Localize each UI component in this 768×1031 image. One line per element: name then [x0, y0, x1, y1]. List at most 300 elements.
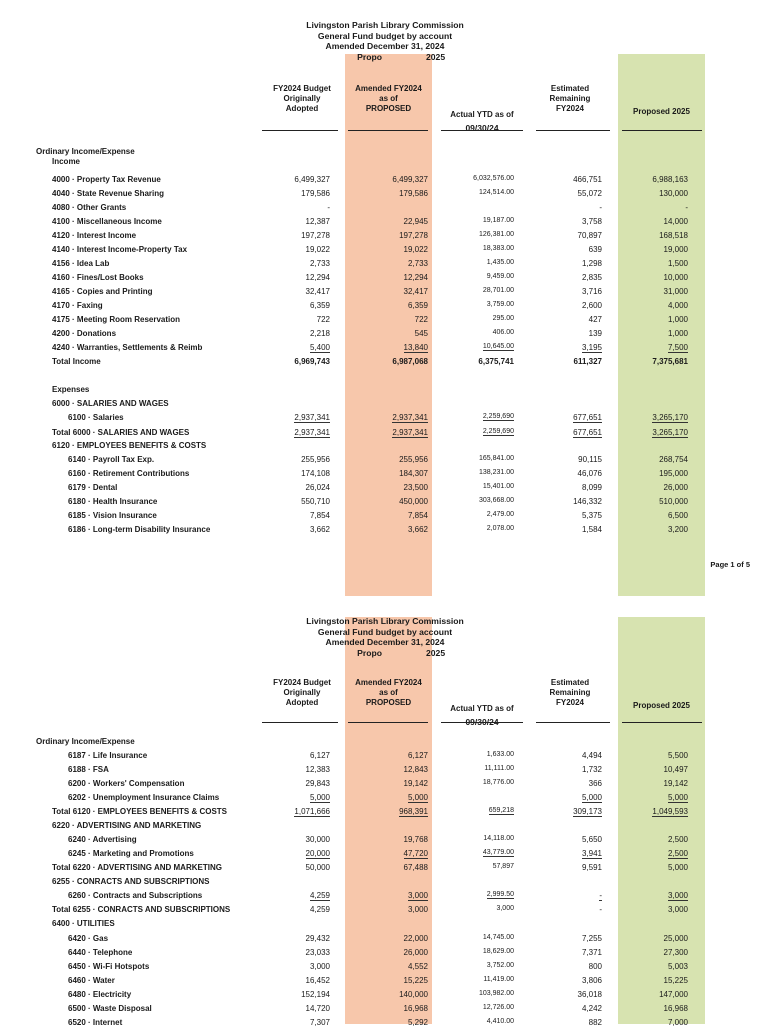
header-line: FY2024 Budget: [273, 678, 331, 687]
value-actual-ytd: 2,259,690: [482, 413, 514, 420]
table-row: [0, 737, 768, 750]
account-label: 6400 · UTILITIES: [52, 919, 115, 928]
value-amended: 179,586: [399, 189, 428, 198]
value-remaining: 639: [588, 245, 602, 254]
table-row: [0, 779, 768, 792]
value-proposed: 195,000: [659, 469, 688, 478]
header-line: as of: [379, 93, 398, 103]
header-line: FY2024 Budget: [273, 84, 331, 93]
value-proposed: 1,000: [667, 315, 688, 324]
header-line: PROPOSED: [365, 697, 412, 707]
header-line: 09/30/24: [465, 122, 499, 133]
value-adopted: 4,259: [309, 891, 330, 900]
table-row: [0, 990, 768, 1003]
value-amended: 968,391: [399, 807, 428, 816]
header-line: Remaining: [549, 687, 591, 697]
header-line: Adopted: [285, 697, 319, 707]
value-proposed: 6,500: [667, 511, 688, 520]
value-proposed: 7,375,681: [652, 357, 688, 366]
value-proposed: 3,200: [667, 525, 688, 534]
value-remaining: 1,298: [581, 259, 602, 268]
value-adopted: 5,000: [309, 793, 330, 802]
account-label: 6255 · CONRACTS AND SUBSCRIPTIONS: [52, 877, 210, 886]
value-amended: 13,840: [403, 343, 428, 352]
table-row: [0, 455, 768, 468]
value-proposed: 7,000: [667, 1018, 688, 1027]
value-remaining: 46,076: [577, 469, 602, 478]
value-adopted: 29,843: [305, 779, 330, 788]
value-remaining: 3,716: [581, 287, 602, 296]
account-label: Total 6120 · EMPLOYEES BENEFITS & COSTS: [52, 807, 227, 816]
value-adopted: 255,956: [301, 455, 330, 464]
value-amended: 2,937,341: [392, 428, 428, 437]
header-rule: [262, 130, 338, 131]
account-label: 6188 · FSA: [68, 765, 109, 774]
header-rule: [622, 722, 702, 723]
value-amended: 16,968: [403, 1004, 428, 1013]
table-row: [0, 849, 768, 862]
account-label: Income: [52, 157, 81, 166]
value-remaining: 146,332: [573, 497, 602, 506]
value-actual-ytd: 15,401.00: [482, 483, 514, 490]
header-line: Originally: [283, 687, 321, 697]
value-proposed: 19,142: [663, 779, 688, 788]
value-remaining: 677,651: [573, 428, 602, 437]
value-adopted: 4,259: [309, 905, 330, 914]
table-row: [0, 428, 768, 441]
value-adopted: 3,000: [309, 962, 330, 971]
header-line: FY2024: [555, 103, 585, 113]
title-proposed-year: 2025: [426, 647, 446, 658]
table-row: [0, 1004, 768, 1017]
value-adopted: 2,937,341: [294, 428, 330, 437]
table-row: [0, 919, 768, 932]
header-line: Actual YTD as of: [450, 704, 514, 713]
value-proposed: 1,500: [667, 259, 688, 268]
value-amended: 184,307: [399, 469, 428, 478]
value-remaining: 882: [588, 1018, 602, 1027]
value-amended: 15,225: [403, 976, 428, 985]
account-label: Total 6255 · CONRACTS AND SUBSCRIPTIONS: [52, 905, 231, 914]
account-label: 6440 · Telephone: [68, 948, 133, 957]
value-actual-ytd: 124,514.00: [478, 189, 514, 196]
value-remaining: 55,072: [577, 189, 602, 198]
value-remaining: 2,835: [581, 273, 602, 282]
value-actual-ytd: 3,000: [496, 905, 514, 912]
value-proposed: 10,497: [663, 765, 688, 774]
value-actual-ytd: 10,645.00: [482, 343, 514, 350]
value-amended: 19,768: [403, 835, 428, 844]
value-actual-ytd: 138,231.00: [478, 469, 514, 476]
account-label: Ordinary Income/Expense: [36, 737, 135, 746]
account-label: 6160 · Retirement Contributions: [68, 469, 190, 478]
account-label: 4240 · Warranties, Settlements & Reimb: [52, 343, 203, 352]
title-line: Amended December 31, 2024: [325, 41, 445, 51]
account-label: 6185 · Vision Insurance: [68, 511, 157, 520]
value-remaining: 8,099: [581, 483, 602, 492]
header-line: 09/30/24: [465, 716, 499, 727]
value-remaining: 4,494: [581, 751, 602, 760]
value-proposed: 5,000: [667, 863, 688, 872]
account-label: 6202 · Unemployment Insurance Claims: [68, 793, 220, 802]
table-row: [0, 483, 768, 496]
table-row: [0, 273, 768, 286]
account-label: 6500 · Waste Disposal: [68, 1004, 152, 1013]
header-line: Proposed 2025: [633, 701, 690, 710]
title-line-proposed: [270, 648, 500, 659]
value-actual-ytd: 303,668.00: [478, 497, 514, 504]
value-remaining: 70,897: [577, 231, 602, 240]
value-proposed: 510,000: [659, 497, 688, 506]
table-row: [0, 793, 768, 806]
value-amended: 2,937,341: [392, 413, 428, 422]
account-label: 6000 · SALARIES AND WAGES: [52, 399, 169, 408]
value-remaining: 1,584: [581, 525, 602, 534]
value-adopted: 23,033: [305, 948, 330, 957]
value-remaining: 800: [588, 962, 602, 971]
value-remaining: 3,941: [581, 849, 602, 858]
value-actual-ytd: 3,759.00: [486, 301, 514, 308]
value-actual-ytd: 2,078.00: [486, 525, 514, 532]
header-actual-ytd: [436, 704, 528, 728]
value-adopted: 6,127: [309, 751, 330, 760]
table-row: [0, 343, 768, 356]
table-row: [0, 329, 768, 342]
value-amended: 7,854: [407, 511, 428, 520]
header-estimated-remaining: [530, 84, 610, 113]
value-proposed: 31,000: [663, 287, 688, 296]
value-adopted: 26,024: [305, 483, 330, 492]
value-proposed: -: [685, 203, 688, 212]
account-label: 6200 · Workers' Compensation: [68, 779, 185, 788]
header-line: Originally: [283, 93, 321, 103]
document-title: [270, 20, 500, 62]
header-rule: [441, 130, 523, 131]
table-row: [0, 751, 768, 764]
account-label: 4170 · Faxing: [52, 301, 103, 310]
value-proposed: 147,000: [659, 990, 688, 999]
value-adopted: 19,022: [305, 245, 330, 254]
header-line: Estimated: [550, 678, 590, 687]
value-remaining: 466,751: [573, 175, 602, 184]
table-row: [0, 863, 768, 876]
table-row: [0, 287, 768, 300]
value-proposed: 5,000: [667, 793, 688, 802]
value-proposed: 268,754: [659, 455, 688, 464]
account-label: 6187 · Life Insurance: [68, 751, 148, 760]
value-adopted: 6,969,743: [294, 357, 330, 366]
header-line: Remaining: [549, 93, 591, 103]
value-proposed: 1,000: [667, 329, 688, 338]
header-line: Estimated: [550, 84, 590, 93]
header-estimated-remaining: [530, 678, 610, 707]
value-actual-ytd: 18,383.00: [482, 245, 514, 252]
value-proposed: 19,000: [663, 245, 688, 254]
value-actual-ytd: 3,752.00: [486, 962, 514, 969]
value-actual-ytd: 1,435.00: [486, 259, 514, 266]
value-actual-ytd: 659,218: [488, 807, 514, 814]
table-row: [0, 259, 768, 272]
value-actual-ytd: 295.00: [492, 315, 514, 322]
value-remaining: 5,375: [581, 511, 602, 520]
value-actual-ytd: 2,259,690: [482, 428, 514, 435]
account-label: Total Income: [52, 357, 101, 366]
table-row: [0, 1018, 768, 1031]
value-adopted: 179,586: [301, 189, 330, 198]
value-amended: 19,142: [403, 779, 428, 788]
document-title: [270, 616, 500, 658]
value-proposed: 16,968: [663, 1004, 688, 1013]
value-adopted: 722: [316, 315, 330, 324]
value-proposed: 14,000: [663, 217, 688, 226]
table-row: [0, 231, 768, 244]
value-amended: 3,662: [407, 525, 428, 534]
value-amended: 23,500: [403, 483, 428, 492]
header-rule: [441, 722, 523, 723]
value-actual-ytd: 103,982.00: [478, 990, 514, 997]
value-amended: 197,278: [399, 231, 428, 240]
account-label: 6179 · Dental: [68, 483, 118, 492]
account-label: Total 6220 · ADVERTISING AND MARKETING: [52, 863, 222, 872]
value-amended: 12,843: [403, 765, 428, 774]
header-line: Proposed 2025: [633, 107, 690, 116]
value-remaining: 5,650: [581, 835, 602, 844]
header-rule: [536, 130, 610, 131]
header-amended: [345, 84, 432, 113]
header-rule: [536, 722, 610, 723]
value-amended: 6,499,327: [392, 175, 428, 184]
value-adopted: 2,733: [309, 259, 330, 268]
value-proposed: 7,500: [667, 343, 688, 352]
table-row: [0, 821, 768, 834]
value-adopted: 12,383: [305, 765, 330, 774]
value-amended: 22,000: [403, 934, 428, 943]
value-actual-ytd: 28,701.00: [482, 287, 514, 294]
value-proposed: 15,225: [663, 976, 688, 985]
title-proposed-left: Propo: [357, 647, 382, 658]
table-row: [0, 217, 768, 230]
account-label: 4156 · Idea Lab: [52, 259, 110, 268]
value-remaining: 9,591: [581, 863, 602, 872]
table-row: [0, 315, 768, 328]
table-row: [0, 399, 768, 412]
table-row: [0, 962, 768, 975]
account-label: 6460 · Water: [68, 976, 115, 985]
table-row: [0, 877, 768, 890]
table-row: [0, 357, 768, 370]
value-amended: 5,000: [407, 793, 428, 802]
header-rule: [622, 130, 702, 131]
value-adopted: 12,387: [305, 217, 330, 226]
header-line: Actual YTD as of: [450, 110, 514, 119]
value-proposed: 5,003: [667, 962, 688, 971]
header-rule: [262, 722, 338, 723]
table-row: [0, 385, 768, 398]
value-remaining: 427: [588, 315, 602, 324]
account-label: 4160 · Fines/Lost Books: [52, 273, 144, 282]
account-label: 6220 · ADVERTISING AND MARKETING: [52, 821, 202, 830]
value-adopted: 29,432: [305, 934, 330, 943]
value-actual-ytd: 43,779.00: [482, 849, 514, 856]
value-proposed: 10,000: [663, 273, 688, 282]
table-row: [0, 371, 768, 384]
value-remaining: 3,758: [581, 217, 602, 226]
value-amended: 19,022: [403, 245, 428, 254]
value-proposed: 168,518: [659, 231, 688, 240]
account-label: Ordinary Income/Expense: [36, 147, 135, 156]
value-remaining: 139: [588, 329, 602, 338]
value-amended: 2,733: [407, 259, 428, 268]
value-proposed: 2,500: [667, 835, 688, 844]
account-label: 4140 · Interest Income-Property Tax: [52, 245, 188, 254]
table-row: [0, 511, 768, 524]
value-proposed: 25,000: [663, 934, 688, 943]
value-amended: 32,417: [403, 287, 428, 296]
account-label: 6186 · Long-term Disability Insurance: [68, 525, 211, 534]
header-line: Adopted: [285, 103, 319, 113]
account-label: 6245 · Marketing and Promotions: [68, 849, 194, 858]
value-proposed: 3,000: [667, 905, 688, 914]
title-line-proposed: [270, 52, 500, 63]
value-amended: 6,987,068: [392, 357, 428, 366]
table-row: [0, 765, 768, 778]
table-row: [0, 497, 768, 510]
title-line: General Fund budget by account: [317, 626, 453, 637]
value-amended: 12,294: [403, 273, 428, 282]
account-label: 6520 · Internet: [68, 1018, 123, 1027]
value-proposed: 130,000: [659, 189, 688, 198]
account-label: 6450 · Wi-Fi Hotspots: [68, 962, 150, 971]
value-amended: 140,000: [399, 990, 428, 999]
account-label: 4165 · Copies and Printing: [52, 287, 153, 296]
value-proposed: 26,000: [663, 483, 688, 492]
account-label: 4200 · Donations: [52, 329, 117, 338]
value-proposed: 6,988,163: [652, 175, 688, 184]
value-adopted: 550,710: [301, 497, 330, 506]
header-budget-adopted: [262, 678, 342, 707]
header-amended: [345, 678, 432, 707]
table-row: [0, 948, 768, 961]
table-row: [0, 157, 768, 170]
value-actual-ytd: 1,633.00: [486, 751, 514, 758]
value-amended: 22,945: [403, 217, 428, 226]
header-proposed-2025: [618, 701, 705, 711]
header-line: as of: [379, 687, 398, 697]
title-line: Livingston Parish Library Commission: [306, 20, 464, 30]
value-remaining: -: [599, 905, 602, 914]
value-adopted: 32,417: [305, 287, 330, 296]
value-actual-ytd: 18,629.00: [482, 948, 514, 955]
account-label: 6260 · Contracts and Subscriptions: [68, 891, 203, 900]
account-label: 4040 · State Revenue Sharing: [52, 189, 165, 198]
header-line: FY2024: [555, 697, 585, 707]
value-amended: 6,127: [407, 751, 428, 760]
value-remaining: 366: [588, 779, 602, 788]
value-remaining: 677,651: [573, 413, 602, 422]
value-amended: 545: [414, 329, 428, 338]
value-remaining: 611,327: [573, 357, 602, 366]
table-row: [0, 835, 768, 848]
table-row: [0, 189, 768, 202]
table-row: [0, 525, 768, 538]
value-adopted: -: [327, 203, 330, 212]
value-adopted: 6,499,327: [294, 175, 330, 184]
value-amended: 450,000: [399, 497, 428, 506]
value-adopted: 12,294: [305, 273, 330, 282]
value-amended: 47,720: [403, 849, 428, 858]
account-label: Total 6000 · SALARIES AND WAGES: [52, 428, 190, 437]
table-row: [0, 891, 768, 904]
value-adopted: 5,400: [309, 343, 330, 352]
value-amended: 5,292: [407, 1018, 428, 1027]
value-remaining: 5,000: [581, 793, 602, 802]
value-actual-ytd: 4,410.00: [486, 1018, 514, 1025]
account-label: 6240 · Advertising: [68, 835, 137, 844]
value-adopted: 6,359: [309, 301, 330, 310]
value-adopted: 3,662: [309, 525, 330, 534]
value-remaining: 309,173: [573, 807, 602, 816]
value-adopted: 2,937,341: [294, 413, 330, 422]
value-adopted: 7,307: [309, 1018, 330, 1027]
account-label: Expenses: [52, 385, 90, 394]
value-amended: 26,000: [403, 948, 428, 957]
value-actual-ytd: 14,745.00: [482, 934, 514, 941]
value-adopted: 174,108: [301, 469, 330, 478]
title-line: General Fund budget by account: [317, 30, 453, 41]
value-actual-ytd: 406.00: [492, 329, 514, 336]
value-adopted: 50,000: [305, 863, 330, 872]
value-actual-ytd: 6,375,741: [478, 357, 514, 366]
value-proposed: 1,049,593: [652, 807, 688, 816]
header-line: Amended FY2024: [355, 678, 422, 687]
value-adopted: 152,194: [301, 990, 330, 999]
header-rule: [348, 130, 428, 131]
value-remaining: 1,732: [581, 765, 602, 774]
table-row: [0, 469, 768, 482]
value-actual-ytd: 11,111.00: [484, 765, 514, 772]
account-label: 4100 · Miscellaneous Income: [52, 217, 162, 226]
header-budget-adopted: [262, 84, 342, 113]
value-adopted: 1,071,666: [294, 807, 330, 816]
title-proposed-year: 2025: [426, 51, 446, 62]
value-adopted: 20,000: [305, 849, 330, 858]
value-remaining: 2,600: [581, 301, 602, 310]
title-line: Livingston Parish Library Commission: [306, 616, 464, 626]
value-actual-ytd: 18,776.00: [482, 779, 514, 786]
value-amended: 4,552: [407, 962, 428, 971]
table-row: [0, 976, 768, 989]
account-label: 4175 · Meeting Room Reservation: [52, 315, 181, 324]
value-remaining: 36,018: [577, 990, 602, 999]
table-row: [0, 934, 768, 947]
value-proposed: 3,265,170: [652, 413, 688, 422]
value-amended: 255,956: [399, 455, 428, 464]
value-amended: 3,000: [407, 891, 428, 900]
table-row: [0, 245, 768, 258]
table-row: [0, 175, 768, 188]
account-label: 6180 · Health Insurance: [68, 497, 158, 506]
account-label: 4120 · Interest Income: [52, 231, 137, 240]
value-adopted: 2,218: [309, 329, 330, 338]
value-adopted: 7,854: [309, 511, 330, 520]
title-proposed-left: Propo: [357, 51, 382, 62]
value-actual-ytd: 11,419.00: [483, 976, 514, 983]
value-remaining: 4,242: [581, 1004, 602, 1013]
value-actual-ytd: 165,841.00: [478, 455, 514, 462]
table-row: [0, 807, 768, 820]
value-remaining: -: [599, 891, 602, 900]
value-proposed: 3,000: [667, 891, 688, 900]
